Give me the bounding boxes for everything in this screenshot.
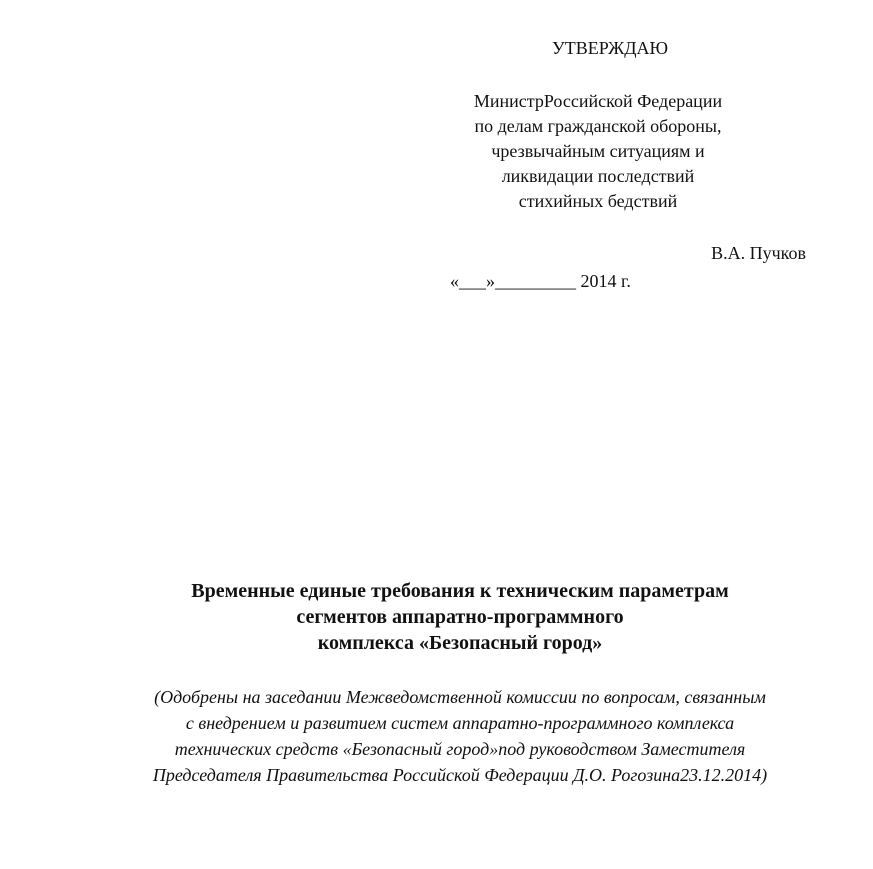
approval-note-line: технических средств «Безопасный город»под руководством Заместителя: [174, 739, 746, 759]
document-title-line: комплекса «Безопасный город»: [317, 632, 603, 654]
document-title: [60, 578, 860, 656]
approver-position-line: по делам гражданской обороны,: [474, 116, 722, 136]
approval-note: [60, 684, 860, 788]
approver-position: [420, 89, 776, 214]
approval-note-line: (Одобрены на заседании Межведомственной комиссии по вопросам, связанным: [154, 687, 766, 707]
document-title-line: сегментов аппаратно-программного: [296, 606, 624, 628]
approver-position-line: МинистрРоссийской Федерации: [473, 91, 723, 111]
approver-position-line: ликвидации последствий: [501, 166, 695, 186]
approver-position-line: чрезвычайным ситуациям и: [491, 141, 705, 161]
approval-heading: УТВЕРЖДАЮ: [551, 38, 669, 58]
signer-name: В.А. Пучков: [711, 243, 806, 263]
approval-block: [450, 36, 806, 266]
approver-position-line: стихийных бедствий: [518, 191, 678, 211]
approval-date: «___»_________ 2014 г.: [450, 271, 631, 291]
approval-note-line: с внедрением и развитием систем аппаратно-программного комплекса: [185, 713, 735, 733]
document-title-line: Временные единые требования к техническим параметрам: [191, 580, 729, 602]
approval-note-line: Председателя Правительства Российской Федерации Д.О. Рогозина23.12.2014): [152, 765, 768, 785]
